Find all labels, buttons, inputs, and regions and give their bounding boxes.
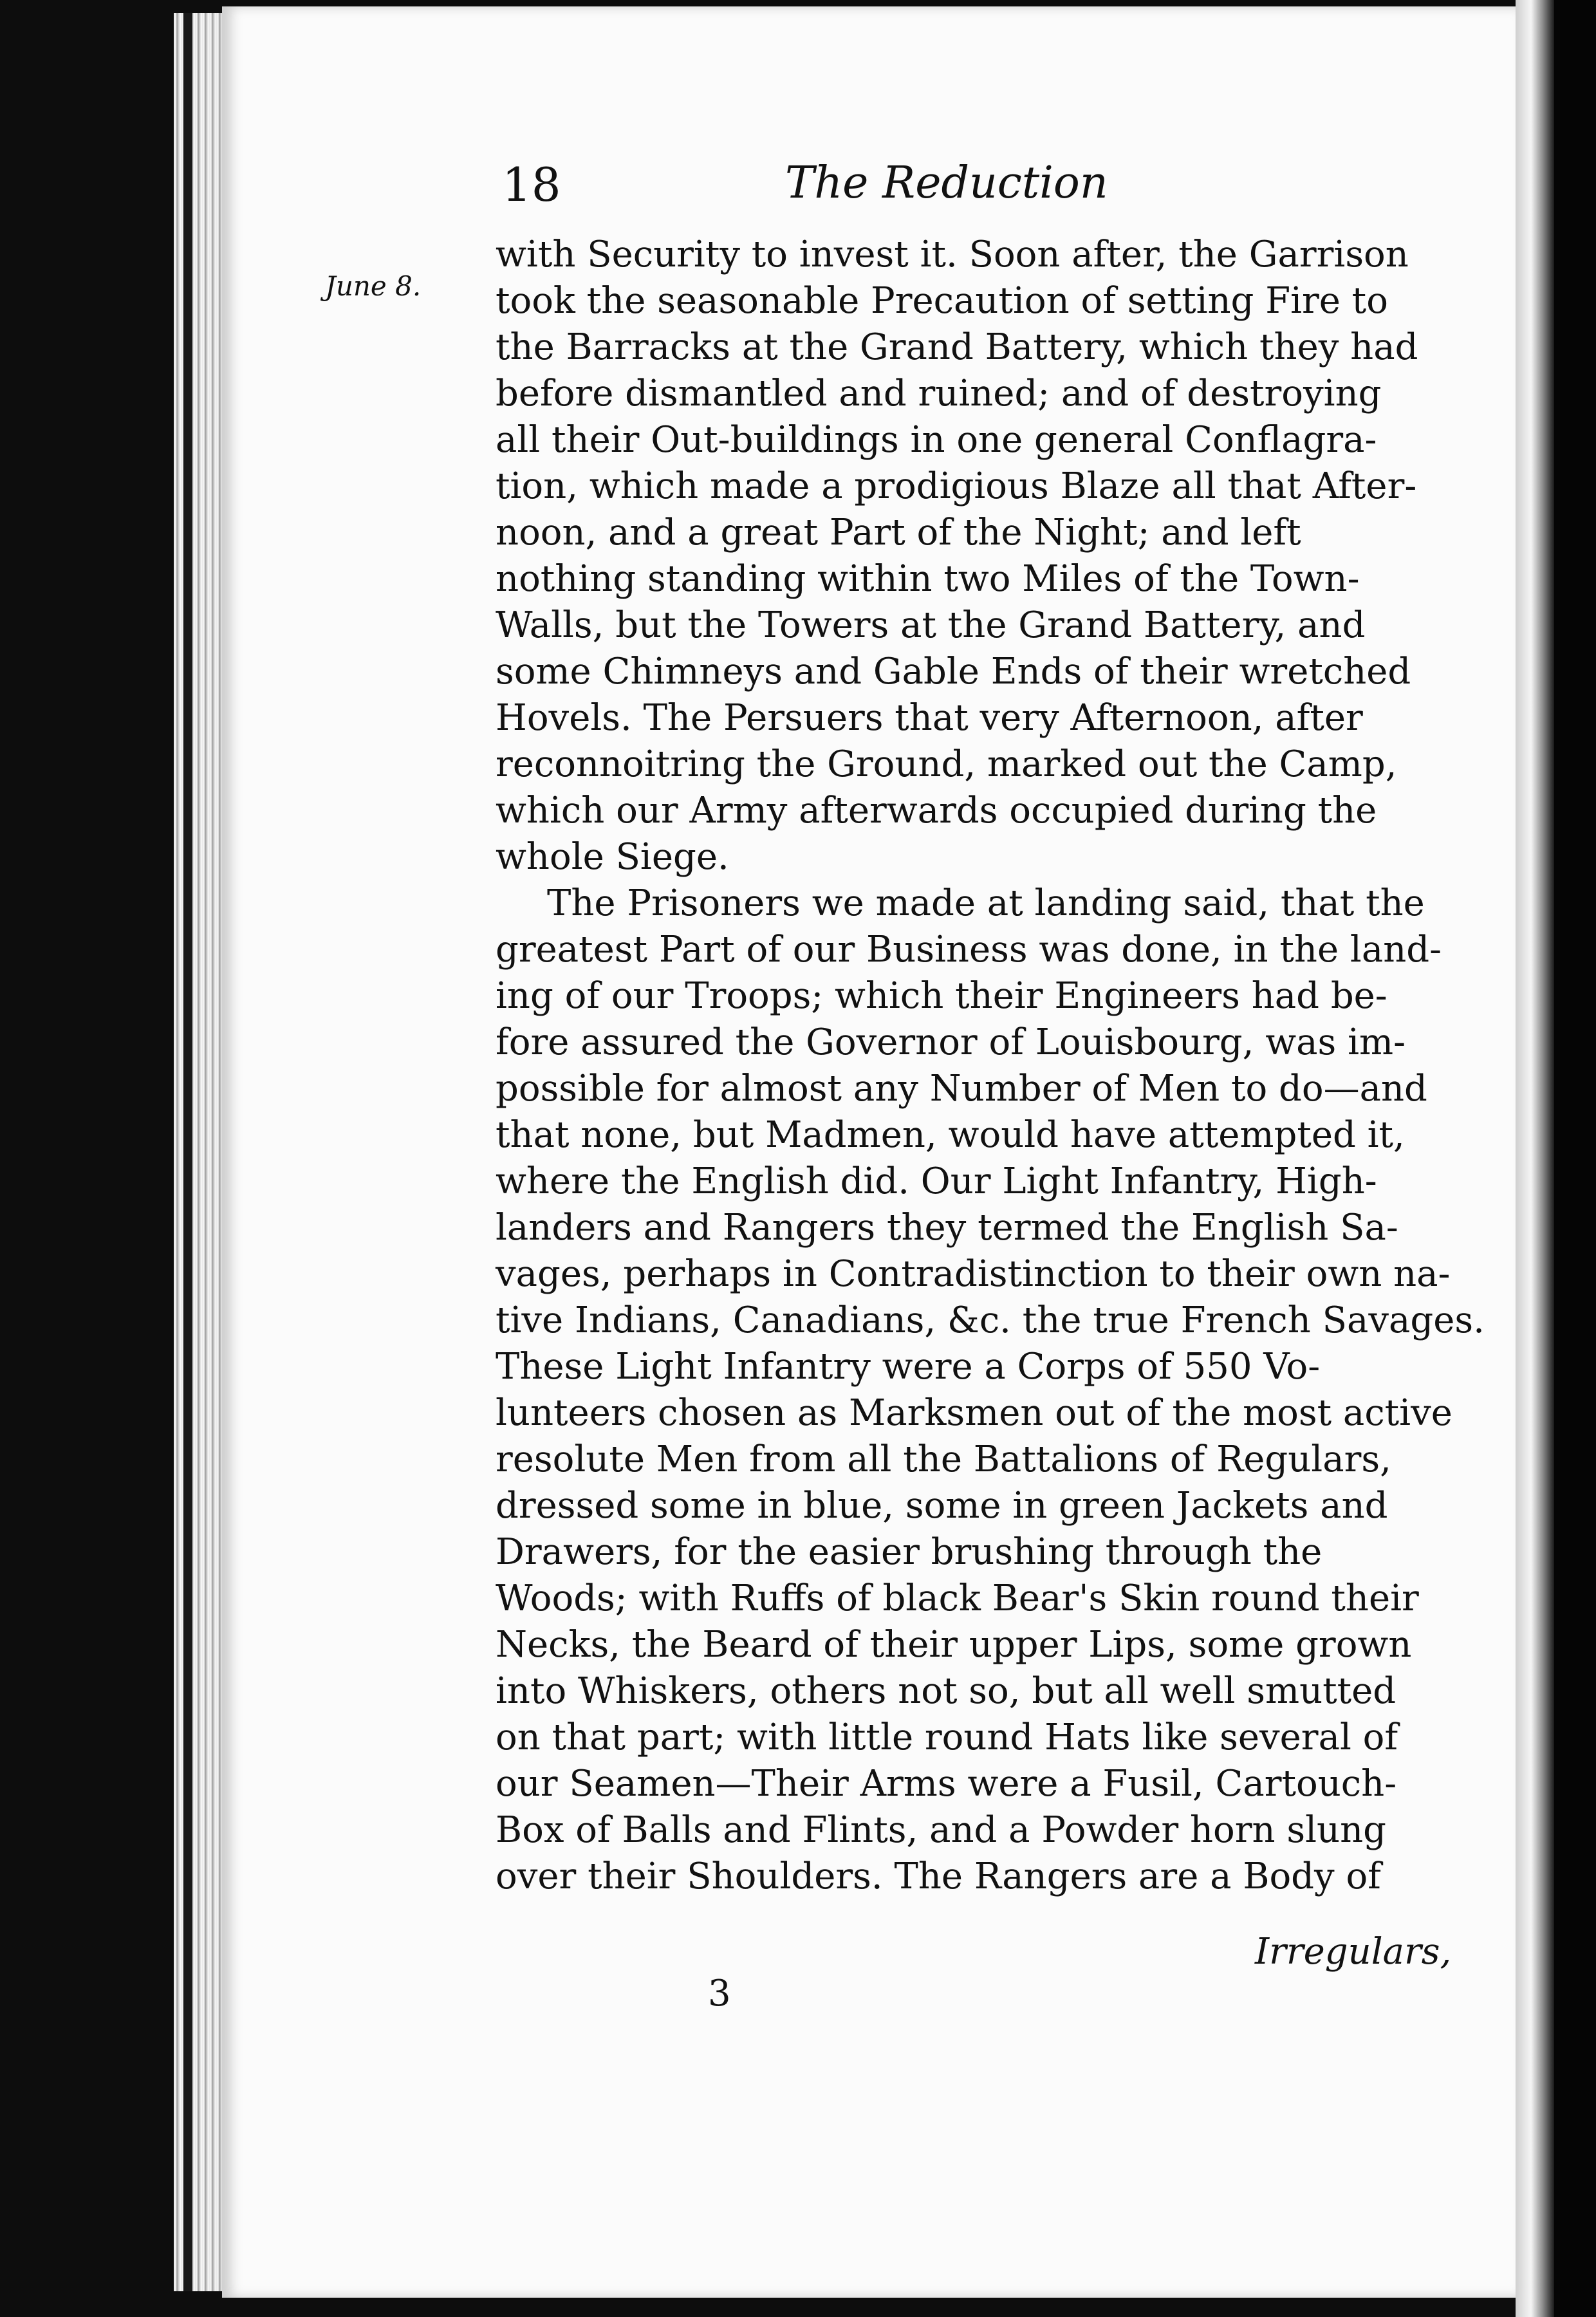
text-line: Necks, the Beard of their upper Lips, some grown: [496, 1624, 1412, 1666]
text-line: ing of our Troops; which their Engineers had be-: [496, 975, 1387, 1017]
text-line: nothing standing within two Miles of the Town-: [496, 558, 1360, 600]
text-line: the Barracks at the Grand Battery, which they had: [496, 326, 1418, 368]
text-line: Woods; with Ruffs of black Bear's Skin round their: [496, 1577, 1419, 1619]
text-line: landers and Rangers they termed the English Sa-: [496, 1207, 1398, 1249]
body-text: [496, 232, 1485, 1900]
text-line: resolute Men from all the Battalions of Regulars,: [496, 1438, 1391, 1480]
text-line: lunteers chosen as Marksmen out of the most active: [496, 1392, 1452, 1434]
text-line: our Seamen—Their Arms were a Fusil, Cartouch-: [496, 1763, 1397, 1805]
text-line: before dismantled and ruined; and of destroying: [496, 373, 1382, 414]
text-line: Walls, but the Towers at the Grand Battery, and: [496, 604, 1366, 646]
text-line: took the seasonable Precaution of setting Fire to: [496, 280, 1388, 322]
page-number: 18: [502, 158, 561, 212]
text-line: where the English did. Our Light Infantry, High-: [496, 1160, 1377, 1202]
text-line: possible for almost any Number of Men to do—and: [496, 1068, 1427, 1110]
text-line: on that part; with little round Hats like several of: [496, 1717, 1398, 1758]
page-edges-left: [174, 13, 228, 2291]
text-line: over their Shoulders. The Rangers are a Body of: [496, 1856, 1381, 1897]
signature-mark: 3: [708, 1973, 731, 2015]
text-line: Hovels. The Persuers that very Afternoon, after: [496, 697, 1363, 739]
text-line: Box of Balls and Flints, and a Powder horn slung: [496, 1809, 1387, 1851]
text-line: tive Indians, Canadians, &c. the true French Savages.: [496, 1299, 1485, 1341]
text-line: dressed some in blue, some in green Jackets and: [496, 1485, 1388, 1527]
text-line: vages, perhaps in Contradistinction to their own na-: [496, 1253, 1451, 1295]
text-line: whole Siege.: [496, 836, 729, 878]
text-line: These Light Infantry were a Corps of 550 Vo-: [496, 1346, 1321, 1388]
text-line: all their Out-buildings in one general Conflagra-: [496, 419, 1377, 461]
text-line: Drawers, for the easier brushing through the: [496, 1531, 1322, 1573]
binding-shadow: [183, 13, 192, 2291]
text-line: greatest Part of our Business was done, in the land-: [496, 929, 1442, 971]
running-title: The Reduction: [785, 158, 1108, 209]
text-line: The Prisoners we made at landing said, that the: [547, 882, 1425, 924]
margin-date-note: June 8.: [325, 270, 422, 302]
scan-background-right: [1554, 0, 1596, 2317]
text-line: which our Army afterwards occupied during the: [496, 790, 1377, 832]
text-line: that none, but Madmen, would have attempted it,: [496, 1114, 1405, 1156]
text-line: reconnoitring the Ground, marked out the Camp,: [496, 743, 1397, 785]
text-line: with Security to invest it. Soon after, the Garrison: [496, 234, 1409, 275]
page-edges-right: [1516, 0, 1554, 2317]
text-line: fore assured the Governor of Louisbourg, was im-: [496, 1021, 1406, 1063]
text-line: some Chimneys and Gable Ends of their wretched: [496, 651, 1411, 693]
catchword: Irregulars,: [1255, 1931, 1452, 1973]
text-line: into Whiskers, others not so, but all well smutted: [496, 1670, 1396, 1712]
text-line: tion, which made a prodigious Blaze all that After-: [496, 465, 1417, 507]
text-line: noon, and a great Part of the Night; and left: [496, 512, 1301, 554]
